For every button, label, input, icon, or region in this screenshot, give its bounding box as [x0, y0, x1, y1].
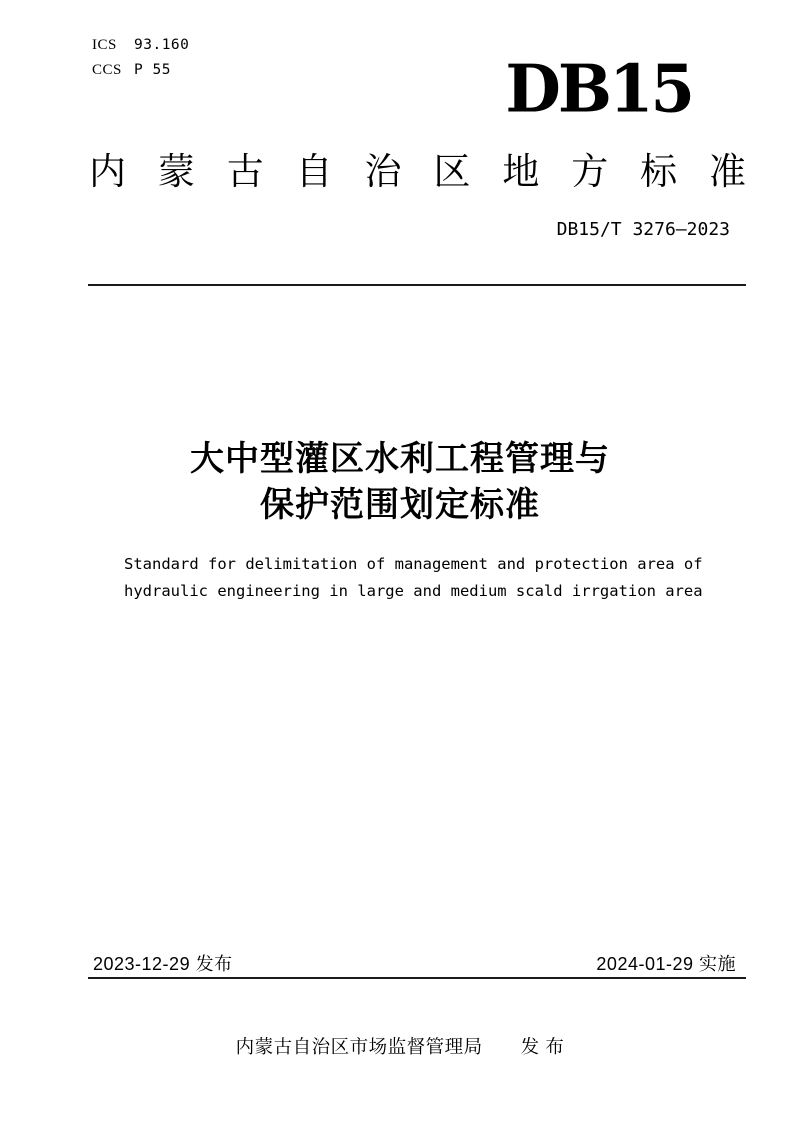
ccs-code-line	[92, 58, 189, 83]
ics-value: 93.160	[134, 37, 190, 53]
document-title-line1: 大中型灌区水利工程管理与	[190, 440, 610, 478]
standard-name-row: 内蒙古自治区地方标准	[89, 151, 746, 192]
ccs-value: P 55	[134, 62, 171, 78]
document-title	[0, 436, 800, 528]
date-row	[93, 950, 736, 976]
document-title-english	[124, 551, 724, 605]
publisher-line: 内蒙古自治区市场监督管理局 发 布	[235, 1036, 565, 1057]
document-title-english-line2: hydraulic engineering in large and medium scald irrgation area	[124, 582, 703, 600]
implement-date: 2024-01-29 实施	[596, 954, 736, 974]
document-title-line2: 保护范围划定标准	[260, 486, 540, 524]
classification-codes	[92, 33, 189, 83]
ics-label: ICS	[92, 37, 117, 53]
ics-code-line	[92, 33, 189, 58]
issue-date: 2023-12-29 发布	[93, 954, 233, 974]
header-divider-line	[88, 284, 746, 286]
footer-divider-line	[88, 977, 746, 979]
ccs-label: CCS	[92, 62, 122, 78]
standard-number: DB15/T 3276—2023	[556, 219, 730, 240]
db15-logo: DB15	[505, 51, 692, 128]
document-title-english-line1: Standard for delimitation of management and protection area of	[124, 555, 703, 573]
